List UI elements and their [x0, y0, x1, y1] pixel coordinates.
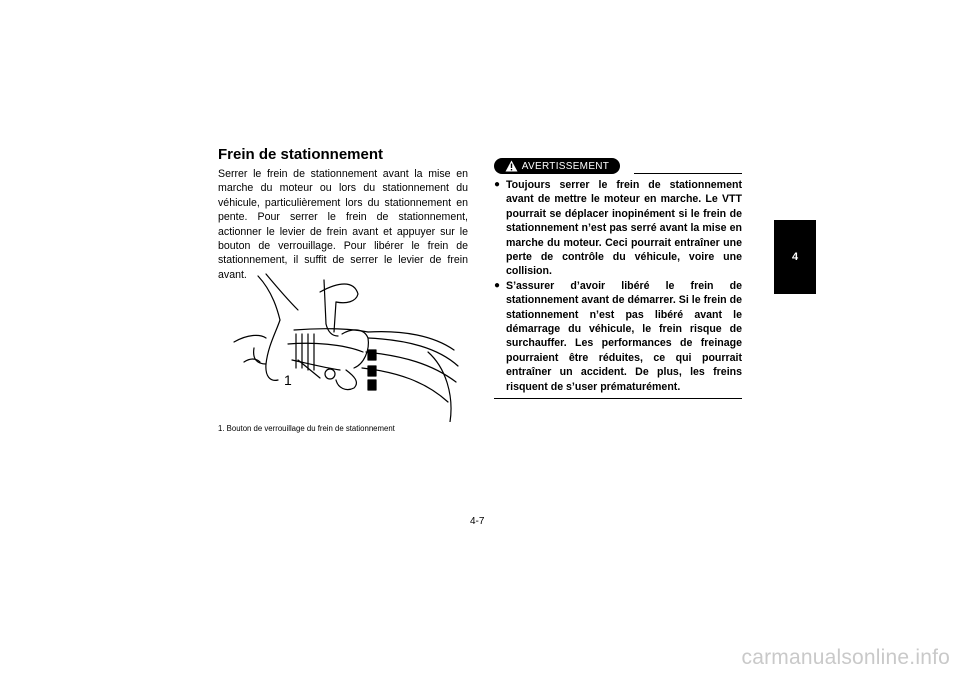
- warning-box: [494, 158, 742, 399]
- warning-top-rule: [634, 173, 742, 174]
- parking-brake-illustration: [218, 272, 468, 422]
- warning-badge: [494, 158, 620, 174]
- warning-item-text: Toujours serrer le frein de stationnement avant de mettre le moteur en marche. Le VTT pourrait se déplacer inopinément si le frein de stationnement n’est pas serré avant la mise en marche du moteur. Ceci pourrait entraîner une perte de contrôle du véhicule, voire une collision.: [506, 179, 742, 278]
- bullet-icon: ●: [494, 179, 501, 190]
- callout-number: 1: [284, 372, 292, 388]
- warning-label: AVERTISSEMENT: [521, 160, 610, 172]
- warning-triangle-icon: [505, 160, 518, 172]
- watermark: carmanualsonline.info: [741, 646, 950, 669]
- page-number: 4-7: [470, 516, 485, 527]
- handlebar-lever-drawing: [218, 272, 468, 422]
- warning-item-text: S’assurer d’avoir libéré le frein de stationnement avant de démarrer. Si le frein de stationnement n’est pas libéré avant le démarrage du véhicule, le frein risque de surchauffer. Les performances de freinage pourraient être réduites, ce qui pourrait entraîner un accident. De plus, les freins risquent de s’user prématurément.: [506, 279, 742, 393]
- figure-caption: 1. Bouton de verrouillage du frein de stationnement: [218, 424, 395, 433]
- left-column: [218, 146, 468, 282]
- section-body: Serrer le frein de stationnement avant la mise en marche du moteur ou lors du stationnement du véhicule, particulièrement lors du stationnement en pente. Pour serrer le frein de stationnement, actionner le levier de frein avant et appuyer sur le bouton de verrouillage. Pour libérer le frein de stationnement, il suffit de serrer le levier de frein avant.: [218, 168, 468, 281]
- bullet-icon: ●: [494, 279, 501, 291]
- warning-bottom-rule: [494, 398, 742, 399]
- chapter-tab: 4: [774, 220, 816, 294]
- warning-header: [494, 158, 742, 174]
- warning-item: [494, 178, 742, 279]
- warning-item: [494, 279, 742, 394]
- warning-list: [494, 178, 742, 394]
- section-title: Frein de stationnement: [218, 146, 384, 163]
